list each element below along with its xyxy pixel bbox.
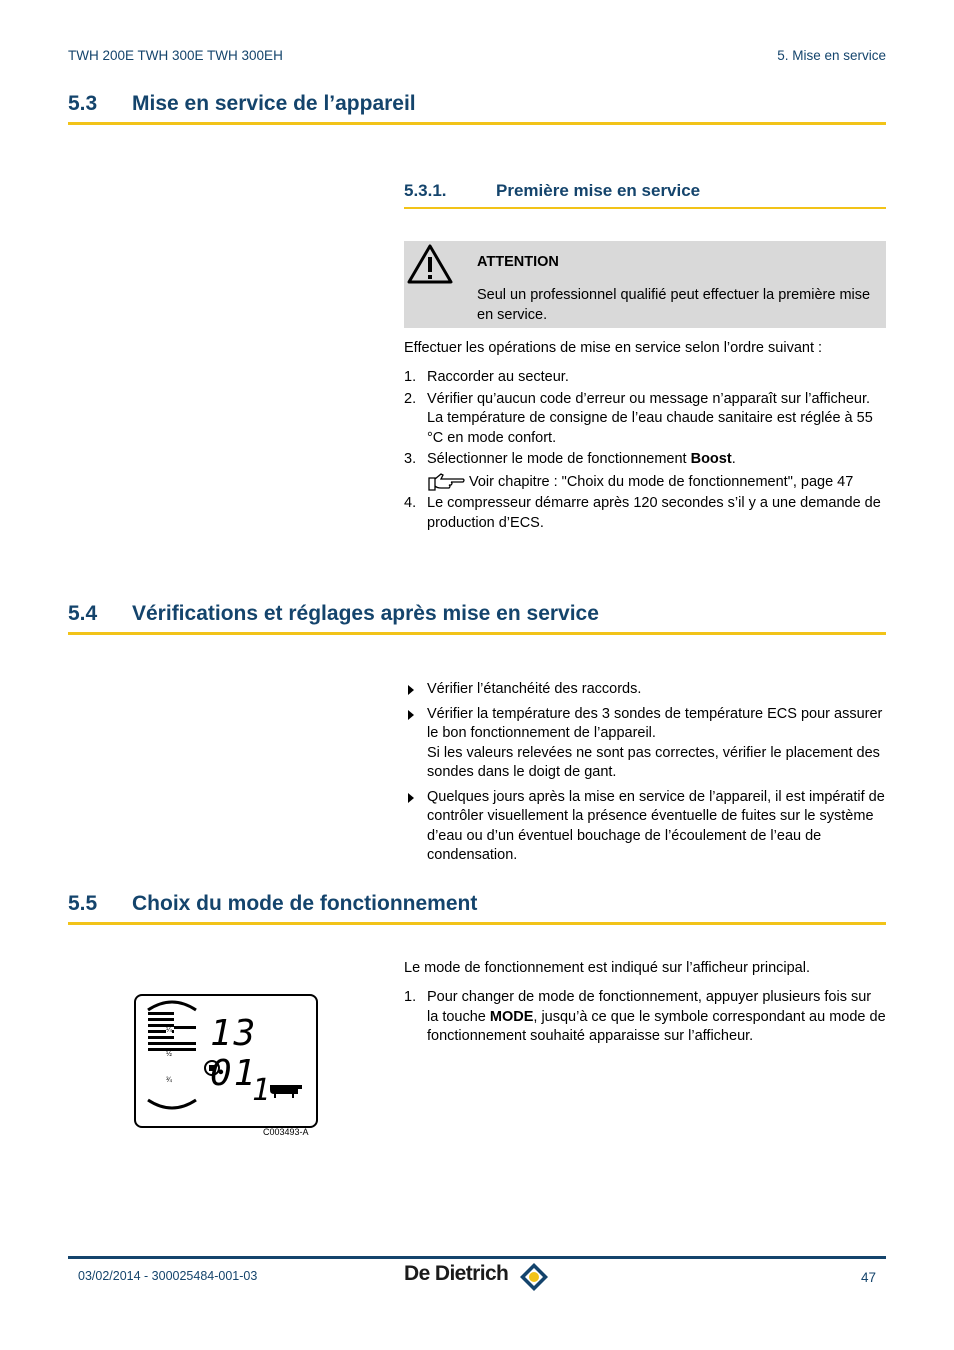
section-title: Vérifications et réglages après mise en service bbox=[132, 602, 599, 625]
list-item: Vérifier la température des 3 sondes de température ECS pour assurer le bon fonctionnement de l’appareil. Si les valeurs relevées ne sont pas correctes, vérifier le placement des sondes dans le doigt de gant. bbox=[404, 705, 886, 783]
gauge-label-three-quarter: ¾ bbox=[166, 1077, 172, 1084]
checks-5-4 bbox=[404, 680, 886, 871]
subsection-5-3-1-heading bbox=[404, 181, 886, 209]
attention-title: ATTENTION bbox=[477, 254, 559, 270]
footer-rule bbox=[68, 1256, 886, 1259]
section-number: 5.5 bbox=[68, 892, 98, 915]
attention-box bbox=[404, 241, 886, 328]
figure-caption: C003493-A bbox=[263, 1127, 309, 1137]
subsection-title: Première mise en service bbox=[496, 181, 701, 200]
brand-logo-icon bbox=[518, 1261, 550, 1293]
gauge-label-quarter: ¼ bbox=[166, 1027, 172, 1034]
list-item: 1. Pour changer de mode de fonctionnement, appuyer plusieurs fois sur la touche MODE, jusqu’à ce que le symbole correspondant au mode de fonctionnement souhaité apparaisse sur l’afficheur. bbox=[404, 989, 886, 1044]
subsection-number: 5.3.1. bbox=[404, 181, 447, 200]
section-title: Choix du mode de fonctionnement bbox=[132, 892, 478, 915]
page-number: 47 bbox=[860, 1270, 876, 1285]
bullet-arrow-icon bbox=[408, 793, 414, 803]
section-title: Mise en service de l’appareil bbox=[132, 92, 416, 115]
attention-text: Seul un professionnel qualifié peut effectuer la première mise en service. bbox=[477, 287, 871, 323]
footer-doc-ref: 03/02/2014 - 300025484-001-03 bbox=[78, 1269, 258, 1283]
list-item: 3. Sélectionner le mode de fonctionnement Boost. Voir chapitre : "Choix du mode de fonctionnement", page 47 bbox=[404, 450, 886, 492]
list-item: 2. Vérifier qu’aucun code d’erreur ou message n’apparaît sur l’afficheur. La température de consigne de l’eau chaude sanitaire est réglée à 55 °C en mode confort. bbox=[404, 390, 873, 446]
doc-header-chapter: 5. Mise en service bbox=[777, 48, 886, 63]
steps-5-3 bbox=[404, 368, 886, 535]
cross-reference[interactable]: Voir chapitre : "Choix du mode de fonctionnement", page 47 bbox=[427, 470, 886, 493]
intro-5-5: Le mode de fonctionnement est indiqué sur l’afficheur principal. bbox=[404, 960, 810, 976]
gauge-label-half: ½ bbox=[166, 1051, 172, 1058]
list-item: 1. Raccorder au secteur. bbox=[404, 369, 569, 385]
lcd-display-figure bbox=[134, 994, 318, 1128]
intro-5-3: Effectuer les opérations de mise en service selon l’ordre suivant : bbox=[404, 340, 823, 356]
doc-header-product: TWH 200E TWH 300E TWH 300EH bbox=[68, 48, 283, 63]
brand-name: De Dietrich bbox=[404, 1262, 509, 1285]
section-number: 5.4 bbox=[68, 602, 98, 625]
list-item: Vérifier l’étanchéité des raccords. bbox=[404, 680, 886, 700]
steps-5-5 bbox=[404, 988, 886, 1049]
section-number: 5.3 bbox=[68, 92, 98, 115]
pointing-hand-icon bbox=[427, 470, 467, 492]
bullet-arrow-icon bbox=[408, 710, 414, 720]
lcd-mode-digit: 1 bbox=[252, 1073, 271, 1108]
warning-triangle-icon bbox=[406, 243, 454, 285]
section-5-3-heading bbox=[68, 92, 886, 125]
list-item: Quelques jours après la mise en service de l’appareil, il est impératif de contrôler visuellement la présence éventuelle de fuites sur le système d’eau ou d’un éventuel bouchage de l’écoulement de l’eau de condensation. bbox=[404, 788, 886, 866]
bullet-arrow-icon bbox=[408, 685, 414, 695]
section-5-4-heading bbox=[68, 602, 886, 635]
boost-mode-icon bbox=[268, 1080, 304, 1100]
lcd-time-readout: 13 01 bbox=[210, 1013, 258, 1094]
section-5-5-heading bbox=[68, 892, 886, 925]
list-item: 4. Le compresseur démarre après 120 secondes s’il y a une demande de production d’ECS. bbox=[404, 495, 881, 531]
